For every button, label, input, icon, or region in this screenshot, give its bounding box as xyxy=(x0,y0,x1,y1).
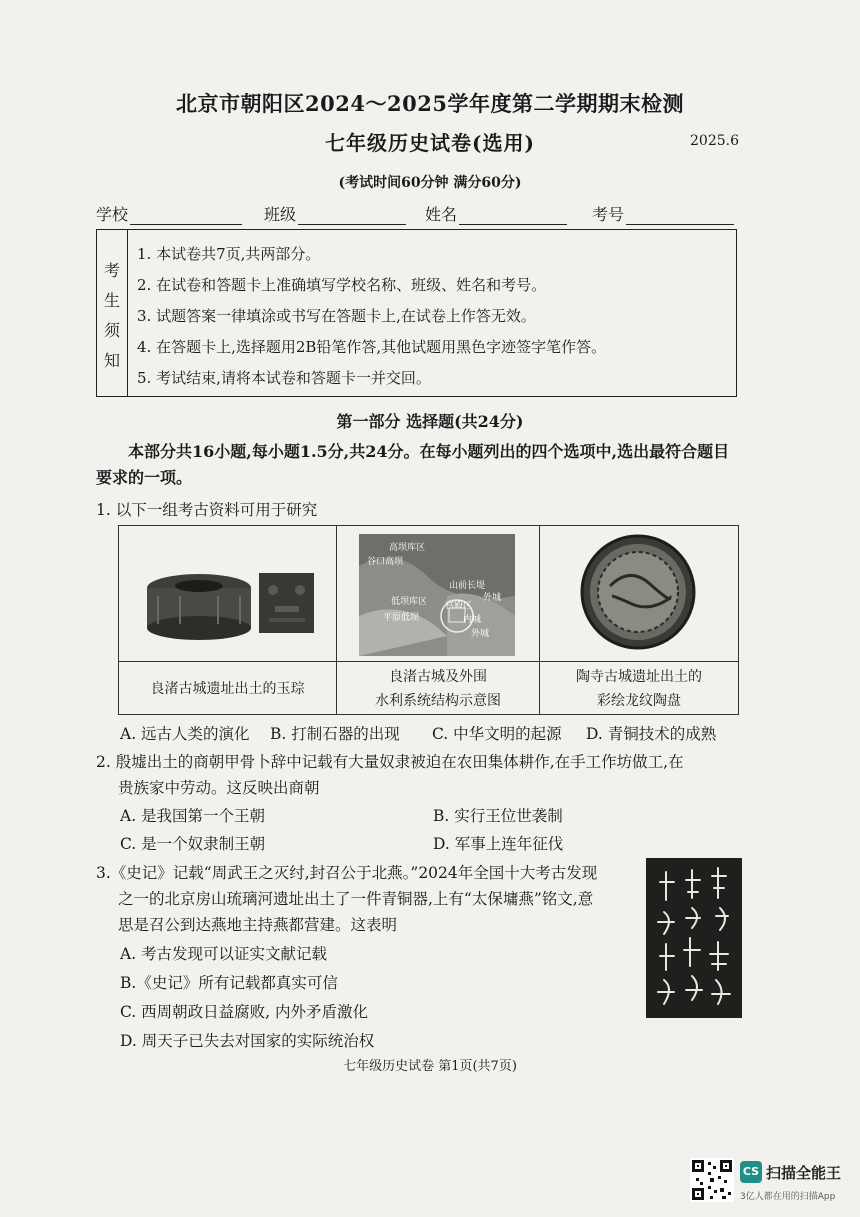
q2-option-c[interactable]: C. 是一个奴隶制王朝 xyxy=(120,835,266,853)
exam-title: 北京市朝阳区2024～2025学年度第二学期期末检测 xyxy=(176,91,684,116)
instructions-side-label xyxy=(97,230,128,396)
map-label: 外城 xyxy=(483,593,502,603)
caption-line: 良渚古城遗址出土的玉琮 xyxy=(150,680,305,697)
q3-option-d[interactable]: D. 周天子已失去对国家的实际统治权 xyxy=(120,1032,375,1050)
q1-option-d[interactable]: D. 青铜技术的成熟 xyxy=(586,725,717,743)
question-1-stem: 1. 以下一组考古资料可用于研究 xyxy=(96,501,318,519)
q3-option-b[interactable]: B.《史记》所有记载都真实可信 xyxy=(120,974,338,992)
bronze-inscription-image xyxy=(646,858,742,1018)
q3-option-c[interactable]: C. 西周朝政日益腐败, 内外矛盾激化 xyxy=(120,1003,369,1021)
caption-line: 陶寺古城遗址出土的 xyxy=(576,668,702,685)
map-label: 平原低坝 xyxy=(383,613,420,623)
question-2-stem-line1: 2. 殷墟出土的商朝甲骨卜辞中记载有大量奴隶被迫在农田集体耕作,在手工作坊做工,在 xyxy=(96,753,684,771)
class-field[interactable] xyxy=(264,202,406,225)
exam-date: 2025.6 xyxy=(690,133,739,149)
side-char: 须 xyxy=(103,321,120,340)
question-3-stem-line2: 之一的北京房山琉璃河遗址出土了一件青铜器,上有“太保墉燕”铭文,意 xyxy=(118,890,594,908)
class-label: 班级 xyxy=(264,205,297,224)
exam-time-info: (考试时间60分钟 满分60分) xyxy=(338,175,522,191)
school-label: 学校 xyxy=(96,205,129,224)
question-3-stem-line1: 3.《史记》记载“周武王之灭纣,封召公于北燕。”2024年全国十大考古发现 xyxy=(96,864,598,882)
side-char: 生 xyxy=(103,291,120,310)
instruction-item: 5. 考试结束,请将本试卷和答题卡一并交回。 xyxy=(137,369,431,387)
name-field[interactable] xyxy=(425,202,567,225)
question-1-figure-table xyxy=(118,525,739,715)
q1-option-c[interactable]: C. 中华文明的起源 xyxy=(432,725,562,743)
scanner-tagline: 3亿人都在用的扫描App xyxy=(740,1192,836,1202)
caption-line: 水利系统结构示意图 xyxy=(375,692,501,709)
number-field[interactable] xyxy=(592,202,734,225)
caption-line: 彩绘龙纹陶盘 xyxy=(597,692,681,709)
figure-caption xyxy=(540,662,738,715)
question-3-stem-line3: 思是召公到达燕地主持燕都营建。这表明 xyxy=(118,916,398,934)
student-info-fields xyxy=(96,202,746,224)
jade-cong-image xyxy=(119,526,336,661)
instructions-box xyxy=(96,229,737,397)
part-one-title: 第一部分 选择题(共24分) xyxy=(336,412,524,431)
map-label: 内城 xyxy=(463,615,482,625)
figure-caption xyxy=(119,662,336,715)
instruction-item: 3. 试题答案一律填涂或书写在答题卡上,在试卷上作答无效。 xyxy=(137,307,536,325)
q2-option-a[interactable]: A. 是我国第一个王朝 xyxy=(120,807,266,825)
map-label: 谷口高坝 xyxy=(367,557,404,567)
question-2-stem-line2: 贵族家中劳动。这反映出商朝 xyxy=(118,779,320,797)
qr-code-icon xyxy=(690,1158,734,1202)
name-label: 姓名 xyxy=(425,205,458,224)
q1-option-b[interactable]: B. 打制石器的出现 xyxy=(270,725,400,743)
q2-option-b[interactable]: B. 实行王位世袭制 xyxy=(433,807,563,825)
map-label: 外城 xyxy=(471,629,490,639)
number-blank[interactable] xyxy=(626,206,734,225)
q2-option-d[interactable]: D. 军事上连年征伐 xyxy=(433,835,564,853)
side-char: 考 xyxy=(103,261,120,280)
map-label: 宫殿区 xyxy=(445,601,473,611)
instructions-list xyxy=(137,239,606,394)
figure-caption-row xyxy=(119,661,738,715)
instruction-item: 4. 在答题卡上,选择题用2B铅笔作答,其他试题用黑色字迹签字笔作答。 xyxy=(137,338,607,356)
q1-option-a[interactable]: A. 远古人类的演化 xyxy=(120,725,250,743)
school-field[interactable] xyxy=(96,202,242,225)
name-blank[interactable] xyxy=(459,206,567,225)
painted-plate-image xyxy=(540,526,738,661)
school-blank[interactable] xyxy=(130,206,242,225)
class-blank[interactable] xyxy=(298,206,406,225)
water-system-map xyxy=(337,526,541,661)
figure-caption xyxy=(336,662,540,715)
map-label: 山前长堤 xyxy=(449,581,486,591)
side-char: 知 xyxy=(103,351,120,370)
map-label: 低坝库区 xyxy=(391,597,428,607)
page-footer: 七年级历史试卷 第1页(共7页) xyxy=(343,1059,517,1074)
exam-subtitle: 七年级历史试卷(选用) xyxy=(325,131,535,155)
camscanner-logo-icon: CS xyxy=(740,1161,762,1183)
q3-option-a[interactable]: A. 考古发现可以证实文献记载 xyxy=(120,945,328,963)
scanner-app-name: 扫描全能王 xyxy=(766,1164,842,1182)
caption-line: 良渚古城及外围 xyxy=(389,668,487,685)
map-label: 高坝库区 xyxy=(389,543,426,553)
instruction-item: 1. 本试卷共7页,共两部分。 xyxy=(137,245,321,263)
number-label: 考号 xyxy=(592,205,625,224)
instruction-item: 2. 在试卷和答题卡上准确填写学校名称、班级、姓名和考号。 xyxy=(137,276,547,294)
part-one-intro: 本部分共16小题,每小题1.5分,共24分。在每小题列出的四个选项中,选出最符合题目要求的一项。 xyxy=(96,442,730,487)
